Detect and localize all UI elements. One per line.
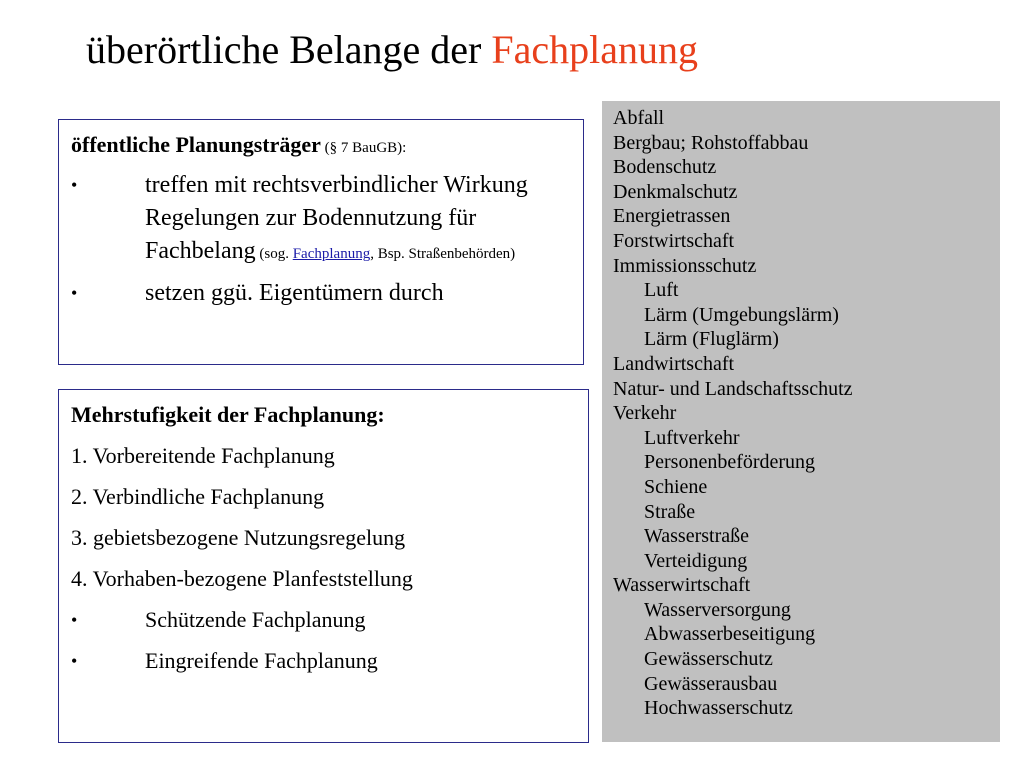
stage-item-4: 4. Vorhaben-bezogene Planfeststellung: [71, 566, 413, 591]
box1-heading-note: (§ 7 BauGB):: [320, 140, 407, 156]
box1-bullet-2: [71, 277, 573, 310]
title-main: überörtliche Belange der: [86, 27, 492, 72]
sector-subitem: Straße: [644, 500, 696, 523]
sector-subitem: Gewässerschutz: [644, 648, 773, 671]
sector-subitem: Hochwasserschutz: [644, 697, 793, 720]
bullet-icon: •: [71, 283, 78, 303]
sector-item: Natur- und Landschaftsschutz: [613, 377, 853, 400]
sector-item: Forstwirtschaft: [613, 229, 735, 252]
sector-subitem: Wasserstraße: [644, 525, 750, 548]
page-title: [86, 28, 698, 72]
box2-bullet-2-text: Eingreifende Fachplanung: [145, 648, 378, 673]
box2-heading: Mehrstufigkeit der Fachplanung:: [71, 402, 385, 427]
box1-bullet-1-note-prefix: (sog.: [255, 246, 293, 262]
box2-bullet-1-text: Schützende Fachplanung: [145, 607, 366, 632]
sector-item: Landwirtschaft: [613, 352, 735, 375]
sector-subitem: Gewässerausbau: [644, 672, 778, 695]
sector-subitem: Wasserversorgung: [644, 598, 791, 621]
box1-bullet-1-note-suffix: , Bsp. Straßenbehörden): [370, 246, 516, 262]
bullet-icon: •: [71, 610, 78, 630]
sector-item: Abfall: [613, 107, 665, 129]
stage-item-1: 1. Vorbereitende Fachplanung: [71, 443, 335, 468]
box2-bullet-1: [71, 605, 578, 635]
sector-item: Verkehr: [613, 402, 677, 425]
sector-subitem: Lärm (Umgebungslärm): [644, 303, 839, 326]
sector-item: Immissionsschutz: [613, 254, 757, 277]
sector-subitem: Lärm (Fluglärm): [644, 328, 779, 351]
sector-subitem: Abwasserbeseitigung: [644, 623, 816, 646]
sector-subitem: Luftverkehr: [644, 426, 740, 449]
sector-subitem: Personenbeförderung: [644, 451, 816, 474]
sector-item: Denkmalschutz: [613, 180, 738, 203]
sector-item: Bergbau; Rohstoffabbau: [613, 131, 809, 154]
sector-list-panel: [602, 101, 1000, 742]
box1-bullet-2-text: setzen ggü. Eigentümern durch: [145, 280, 444, 306]
box1-bullet-1-text: treffen mit rechtsverbindlicher Wirkung Regelungen zur Bodennutzung für Fachbelang: [145, 172, 528, 264]
bullet-icon: •: [71, 175, 78, 195]
sector-item: Energietrassen: [613, 205, 731, 228]
planning-authority-box: [58, 119, 584, 365]
box1-heading-text: öffentliche Planungsträger: [71, 132, 321, 157]
box1-heading: [71, 130, 573, 163]
box1-bullet-1: [71, 169, 573, 271]
stage-item-2: 2. Verbindliche Fachplanung: [71, 484, 325, 509]
sector-item: Bodenschutz: [613, 156, 717, 179]
box2-bullet-2: [71, 646, 578, 676]
sector-subitem: Luft: [644, 279, 679, 302]
bullet-icon: •: [71, 651, 78, 671]
stage-item-3: 3. gebietsbezogene Nutzungsregelung: [71, 525, 406, 550]
multistage-planning-box: [58, 389, 589, 743]
sector-subitem: Verteidigung: [644, 549, 748, 572]
title-accent: Fachplanung: [491, 27, 698, 72]
sector-subitem: Schiene: [644, 475, 708, 498]
box1-bullet-1-body: [145, 169, 573, 271]
fachplanung-link[interactable]: Fachplanung: [292, 246, 371, 262]
sector-item: Wasserwirtschaft: [613, 574, 751, 597]
